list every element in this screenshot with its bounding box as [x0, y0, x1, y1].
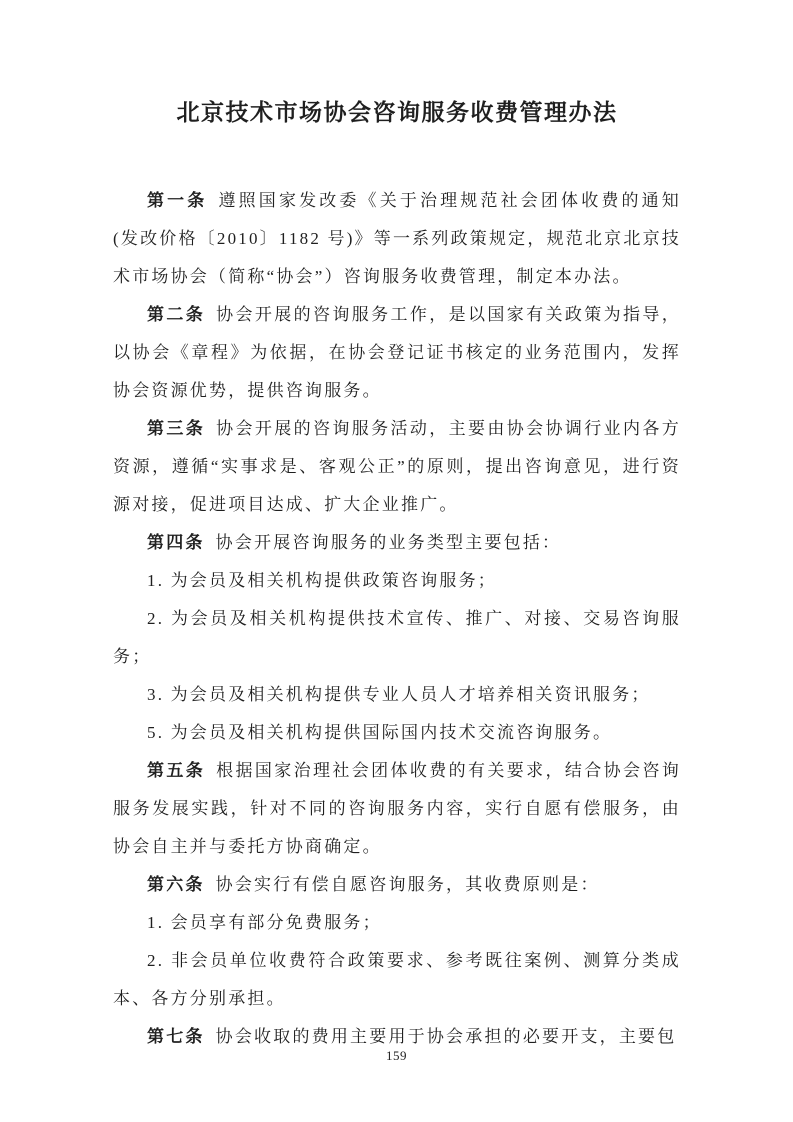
paragraph [113, 600, 681, 676]
article-label: 第六条 [147, 875, 205, 894]
paragraph-text: 协会开展的咨询服务活动，主要由协会协调行业内各方资源，遵循“实事求是、客观公正”的原则，提出咨询意见，进行资源对接，促进项目达成、扩大企业推广。 [113, 419, 681, 514]
paragraph [113, 752, 681, 866]
paragraph-text: 协会收取的费用主要用于协会承担的必要开支，主要包 [215, 1027, 677, 1046]
paragraph-text: 协会开展的咨询服务工作，是以国家有关政策为指导，以协会《章程》为依据，在协会登记证书核定的业务范围内，发挥协会资源优势，提供咨询服务。 [113, 305, 681, 400]
paragraph-text: 协会实行有偿自愿咨询服务，其收费原则是： [215, 875, 600, 894]
page-number: 159 [386, 1048, 407, 1063]
article-label: 第三条 [147, 419, 206, 438]
paragraph [113, 524, 681, 562]
paragraph [113, 866, 681, 904]
article-label: 第二条 [147, 305, 206, 324]
paragraph-text: 2. 为会员及相关机构提供技术宣传、推广、对接、交易咨询服务； [113, 609, 681, 666]
paragraph [113, 676, 681, 714]
paragraph-text: 1. 为会员及相关机构提供政策咨询服务； [147, 571, 497, 590]
paragraph-text: 遵照国家发改委《关于治理规范社会团体收费的通知(发改价格〔2010〕1182 号)》等一系列政策规定，规范北京北京技术市场协会（简称“协会”）咨询服务收费管理，制定本办法。 [113, 191, 681, 286]
paragraph [113, 182, 681, 296]
paragraph-text: 3. 为会员及相关机构提供专业人员人才培养相关资讯服务； [147, 685, 651, 704]
paragraph [113, 562, 681, 600]
paragraph-text: 5. 为会员及相关机构提供国际国内技术交流咨询服务。 [147, 723, 613, 742]
page-title: 北京技术市场协会咨询服务收费管理办法 [176, 100, 618, 125]
article-label: 第四条 [147, 533, 205, 552]
article-label: 第七条 [147, 1027, 205, 1046]
paragraph-text: 协会开展咨询服务的业务类型主要包括： [215, 533, 562, 552]
paragraph-text: 1. 会员享有部分免费服务； [147, 913, 382, 932]
article-label: 第一条 [147, 191, 208, 210]
paragraph [113, 296, 681, 410]
article-label: 第五条 [147, 761, 206, 780]
paragraph [113, 942, 681, 1018]
paragraph [113, 904, 681, 942]
paragraph [113, 714, 681, 752]
paragraph-text: 2. 非会员单位收费符合政策要求、参考既往案例、测算分类成本、各方分别承担。 [113, 951, 681, 1008]
document-body [113, 182, 681, 1056]
paragraph-text: 根据国家治理社会团体收费的有关要求，结合协会咨询服务发展实践，针对不同的咨询服务内容，实行自愿有偿服务，由协会自主并与委托方协商确定。 [113, 761, 681, 856]
paragraph [113, 410, 681, 524]
